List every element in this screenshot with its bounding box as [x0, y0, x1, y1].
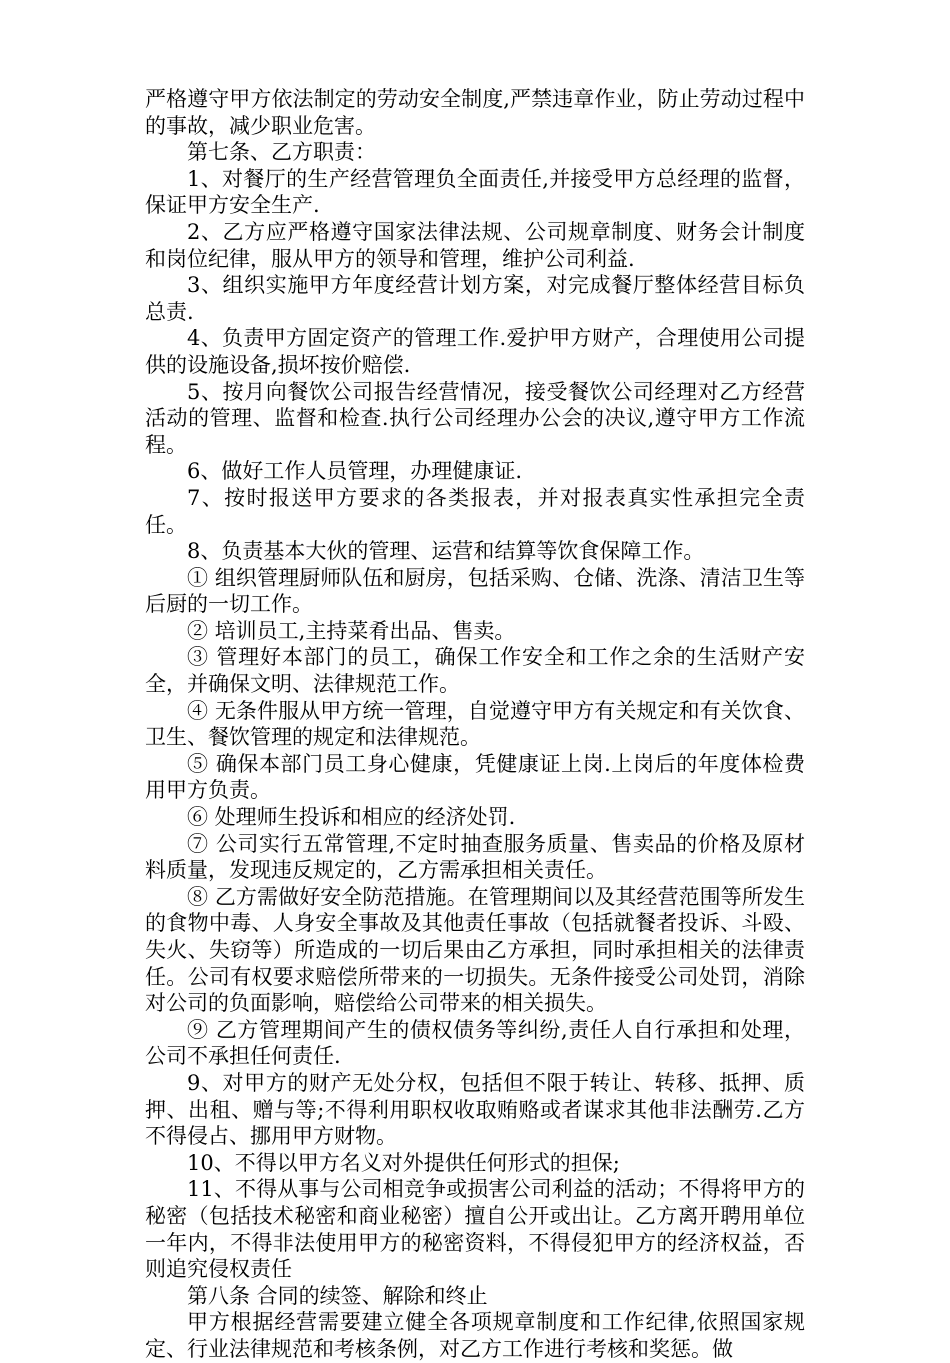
duty-item-10: 10、不得以甲方名义对外提供任何形式的担保;	[187, 1150, 620, 1175]
duty-item-7: 7、按时报送甲方要求的各类报表，并对报表真实性承担完全责任。	[145, 485, 805, 537]
sub-item-5: ⑤ 确保本部门员工身心健康，凭健康证上岗.上岗后的年度体检费用甲方负责。	[145, 751, 805, 803]
duty-item-6: 6、做好工作人员管理，办理健康证.	[187, 459, 523, 484]
duty-item-5: 5、按月向餐饮公司报告经营情况，接受餐饮公司经理对乙方经营活动的管理、监督和检查.执行公司经理办公会的决议,遵守甲方工作流程。	[145, 379, 805, 457]
duty-item-9: 9、对甲方的财产无处分权，包括但不限于转让、转移、抵押、质押、出租、赠与等;不得利用职权收取贿赂或者谋求其他非法酬劳.乙方不得侵占、挪用甲方财物。	[145, 1070, 805, 1149]
sub-item-9: ⑨ 乙方管理期间产生的债权债务等纠纷,责任人自行承担和处理，公司不承担任何责任.	[145, 1017, 805, 1069]
duty-item-1: 1、对餐厅的生产经营管理负全面责任,并接受甲方总经理的监督，保证甲方安全生产.	[145, 166, 805, 218]
duty-item-2: 2、乙方应严格遵守国家法律法规、公司规章制度、财务会计制度和岗位纪律，服从甲方的领导和管理，维护公司利益.	[145, 219, 805, 271]
sub-item-8: ⑧ 乙方需做好安全防范措施。在管理期间以及其经营范围等所发生的食物中毒、人身安全事故及其他责任事故（包括就餐者投诉、斗殴、失火、失窃等）所造成的一切后果由乙方承担，同时承担相关的法律责任。公司有权要求赔偿所带来的一切损失。无条件接受公司处罚，消除对公司的负面影响，赔偿给公司带来的相关损失。	[145, 884, 805, 1016]
sub-item-7: ⑦ 公司实行五常管理,不定时抽查服务质量、售卖品的价格及原材料质量，发现违反规定的，乙方需承担相关责任。	[145, 831, 805, 883]
sub-item-4: ④ 无条件服从甲方统一管理，自觉遵守甲方有关规定和有关饮食、卫生、餐饮管理的规定和法律规范。	[145, 698, 805, 750]
section-heading-article-8: 第八条 合同的续签、解除和终止	[187, 1283, 488, 1308]
document-page	[145, 86, 805, 1363]
section-heading-article-7: 第七条、乙方职责：	[187, 140, 376, 165]
duty-item-11: 11、不得从事与公司相竞争或损害公司利益的活动；不得将甲方的秘密（包括技术秘密和商业秘密）擅自公开或出让。乙方离开聘用单位一年内，不得非法使用甲方的秘密资料，不得侵犯甲方的经济权益，否则追究侵权责任	[145, 1177, 805, 1282]
sub-item-6: ⑥ 处理师生投诉和相应的经济处罚.	[187, 805, 516, 830]
duty-item-3: 3、组织实施甲方年度经营计划方案，对完成餐厅整体经营目标负总责.	[145, 273, 805, 324]
paragraph-safety-compliance: 严格遵守甲方依法制定的劳动安全制度,严禁违章作业，防止劳动过程中的事故，减少职业危害。	[145, 87, 805, 138]
duty-item-4: 4、负责甲方固定资产的管理工作.爱护甲方财产，合理使用公司提供的设施设备,损坏按价赔偿.	[145, 326, 805, 377]
paragraph-article-8-body: 甲方根据经营需要建立健全各项规章制度和工作纪律,依照国家规定、行业法律规范和考核条例，对乙方工作进行考核和奖惩。做	[145, 1310, 805, 1361]
duty-item-8: 8、负责基本大伙的管理、运营和结算等饮食保障工作。	[187, 539, 705, 564]
sub-item-1: ① 组织管理厨师队伍和厨房，包括采购、仓储、洗涤、清洁卫生等后厨的一切工作。	[145, 565, 805, 617]
sub-item-3: ③ 管理好本部门的员工，确保工作安全和工作之余的生活财产安全，并确保文明、法律规范工作。	[145, 645, 805, 697]
sub-item-2: ② 培训员工,主持菜肴出品、售卖。	[187, 618, 516, 643]
